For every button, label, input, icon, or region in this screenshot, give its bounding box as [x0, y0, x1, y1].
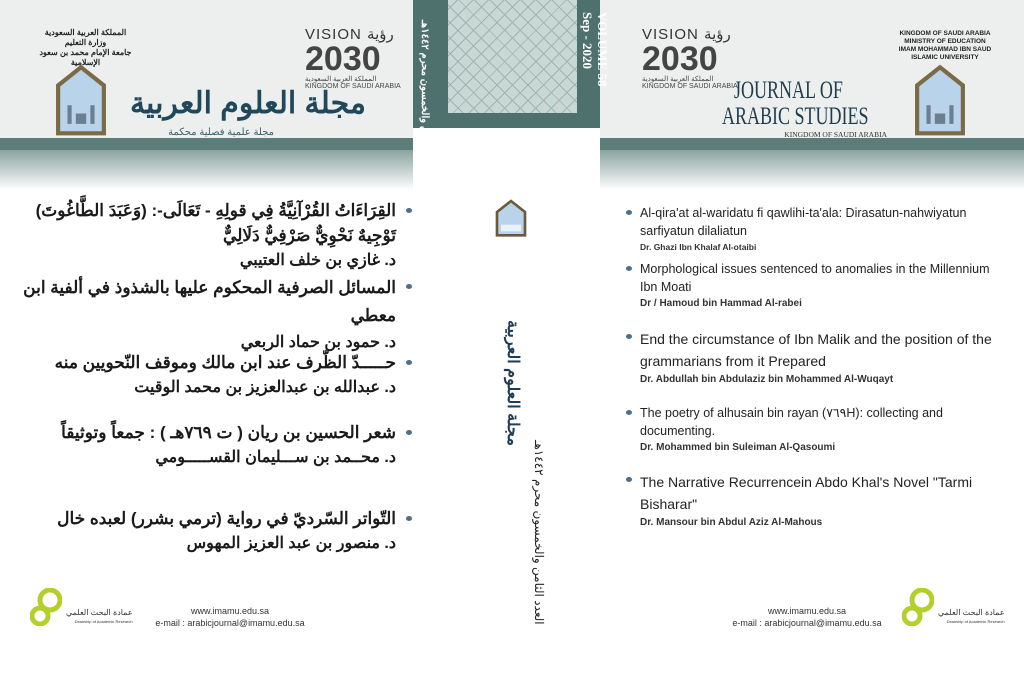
- article-author: Dr. Abdullah bin Abdulaziz bin Mohammed Al-Wuqayt: [640, 374, 894, 385]
- deanship-mark-icon: [902, 588, 934, 626]
- article-title: Al-qira'at al-waridatu fi qawlihi-ta'ala: Dirasatun-nahwiyatun sarfiyatun dilaliatun: [640, 206, 967, 238]
- university-line: KINGDOM OF SAUDI ARABIA: [899, 30, 991, 37]
- ministry-line: وزارة التعليم: [64, 38, 107, 47]
- article-title: شعر الحسين بن ريان ( ت ٧٦٩هـ ) : جمعاً وتوثيقاً: [61, 423, 396, 442]
- header-band: [600, 138, 1024, 150]
- list-item: [640, 328, 1010, 385]
- university-logo: [55, 63, 107, 137]
- list-item: [6, 420, 396, 470]
- vision-ar-kingdom: المملكة العربية السعودية: [305, 76, 377, 83]
- vision-kingdom: KINGDOM OF SAUDI ARABIA: [642, 83, 738, 90]
- vision-kingdom: KINGDOM OF SAUDI ARABIA: [305, 83, 401, 90]
- deanship-en: Deanship of Academic Research: [74, 619, 133, 624]
- website-link[interactable]: www.imamu.edu.sa: [767, 606, 847, 616]
- article-author: د. محــمد بن ســـليمان القســـــومي: [155, 449, 396, 466]
- spine-top-text: مجلة الثامن والخمسون محرم ١٤٤٢هـ: [419, 20, 430, 174]
- deanship-mark-icon: [30, 588, 62, 626]
- date-label: Sep - 2020: [580, 12, 595, 70]
- email-link[interactable]: e-mail : arabicjournal@imamu.edu.sa: [155, 618, 305, 628]
- article-title: حـــــدّ الظّرف عند ابن مالك وموقف النّحويين منه: [54, 353, 396, 372]
- header-band-fade: [0, 150, 413, 190]
- spine-title: مجلة العلوم العربية: [504, 320, 521, 446]
- article-author: Dr / Hamoud bin Hammad Al-rabei: [640, 298, 802, 309]
- title-line-2: ARABIC STUDIES: [722, 103, 869, 130]
- article-title: The poetry of alhusain bin rayan (٧٦٩H): collecting and documenting.: [640, 406, 943, 438]
- volume-label: VOLUME 58: [595, 12, 610, 87]
- arabic-journal-subtitle: مجلة علمية فصلية محكمة: [168, 127, 274, 138]
- website-link[interactable]: www.imamu.edu.sa: [190, 606, 270, 616]
- vision-2030-logo: [305, 25, 401, 90]
- ministry-line: جامعة الإمام محمد بن سعود الإسلامية: [39, 48, 132, 67]
- spine-volume: [580, 12, 610, 87]
- email-link[interactable]: e-mail : arabicjournal@imamu.edu.sa: [732, 618, 882, 628]
- list-item: [6, 198, 396, 273]
- university-text: [895, 30, 995, 62]
- spine-issue: العدد الثامن والخمسون محرم ١٤٤٢هـ: [532, 440, 546, 625]
- deanship-logo: [902, 588, 1005, 626]
- article-title: End the circumstance of Ibn Malik and the position of the grammarians from it Prepared: [640, 331, 992, 369]
- university-line: MINISTRY OF EDUCATION: [904, 38, 986, 45]
- vision-word: VISION: [642, 26, 699, 43]
- deanship-en: Deanship of Academic Research: [946, 619, 1005, 624]
- deanship-logo: [30, 588, 133, 626]
- back-contact: [145, 605, 315, 629]
- ministry-text: [28, 28, 143, 68]
- university-line: IMAM MOHAMMAD IBN SAUD: [898, 46, 992, 53]
- vision-ar-word: رؤية: [704, 26, 731, 43]
- header-band-fade: [600, 150, 1024, 190]
- article-author: د. عبدالله بن عبدالعزيز بن محمد الوقيت: [134, 379, 396, 396]
- journal-title: [722, 78, 892, 139]
- list-item: [640, 404, 1010, 453]
- list-item: [640, 204, 1010, 252]
- article-author: د. غازي بن خلف العتيبي: [239, 252, 396, 269]
- university-line: ISLAMIC UNIVERSITY: [911, 54, 979, 61]
- vision-word: VISION: [305, 26, 362, 43]
- title-line-1: JOURNAL OF: [734, 77, 843, 104]
- article-author: د. منصور بن عبد العزيز المهوس: [186, 535, 396, 552]
- list-item: [6, 506, 396, 556]
- vision-year: 2030: [642, 40, 718, 78]
- deanship-ar: عمادة البحث العلمي: [66, 608, 133, 617]
- article-title: المسائل الصرفية المحكوم عليها بالشذوذ في ألفية ابن معطي: [23, 278, 396, 325]
- article-author: Dr. Mansour bin Abdul Aziz Al-Mahous: [640, 517, 823, 528]
- title-kingdom: KINGDOM OF SAUDI ARABIA: [784, 130, 887, 139]
- list-item: [6, 350, 396, 400]
- list-item: [6, 274, 396, 355]
- vision-ar-word: رؤية: [367, 26, 394, 43]
- ministry-line: المملكة العربية السعودية: [44, 28, 127, 37]
- article-title: القِرَاءَاتُ القُرْآنِيَّةُ فِي قولِهِ - تَعَالَى-: (وَعَبَدَ الطَّاغُوتَ) تَوْجِيهٌ نَحْوِيٌّ صَرْفِيٌّ دَلَالِيٌّ: [35, 201, 396, 245]
- vision-year: 2030: [305, 40, 381, 78]
- spine-pattern: [448, 0, 577, 113]
- article-author: Dr. Ghazi Ibn Khalaf Al-otaibi: [640, 242, 757, 252]
- university-logo: [494, 198, 528, 238]
- header-band: [0, 138, 413, 150]
- article-title: The Narrative Recurrencein Abdo Khal's Novel "Tarmi Bisharar": [640, 474, 973, 512]
- list-item: [640, 471, 1010, 528]
- article-author: Dr. Mohammed bin Suleiman Al-Qasoumi: [640, 442, 836, 453]
- deanship-ar: عمادة البحث العلمي: [938, 608, 1005, 617]
- article-title: Morphological issues sentenced to anomalies in the Millennium Ibn Moati: [640, 262, 990, 294]
- vision-ar-kingdom: المملكة العربية السعودية: [642, 76, 714, 83]
- arabic-journal-title: مجلة العلوم العربية: [129, 87, 366, 120]
- article-title: التّواتر السّرديّ في رواية (ترمي بشرر) لعبده خال: [57, 509, 396, 528]
- front-contact: [722, 605, 892, 629]
- article-author: د. حمود بن حماد الربعي: [240, 334, 396, 351]
- university-logo: [914, 63, 966, 137]
- list-item: [640, 260, 1010, 309]
